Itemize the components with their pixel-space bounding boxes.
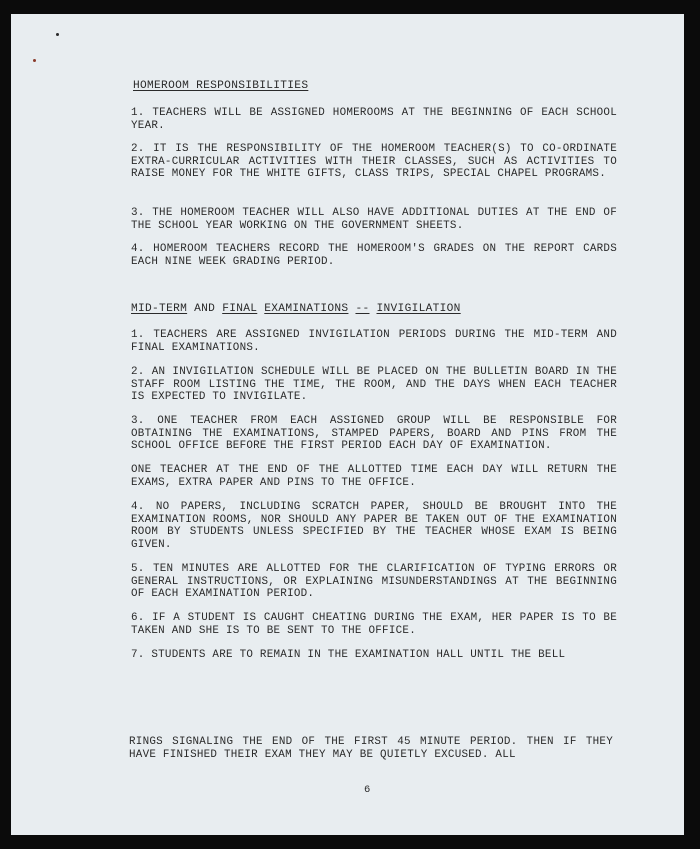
heading-word: MID-TERM — [131, 303, 188, 315]
exam-item-3: 3. ONE TEACHER FROM EACH ASSIGNED GROUP WILL BE RESPONSIBLE FOR OBTAINING THE EXAMINATIONS, STAMPED PAPERS, BOARD AND PINS FROM THE SCHOOL OFFICE BEFORE THE FIRST PERIOD EACH DAY OF EXAMINATION. — [131, 415, 617, 453]
scan-speck — [56, 33, 59, 36]
section-heading-homeroom — [133, 80, 308, 93]
heading-word: INVIGILATION — [376, 303, 461, 315]
exam-item-5: 5. TEN MINUTES ARE ALLOTTED FOR THE CLARIFICATION OF TYPING ERRORS OR GENERAL INSTRUCTIONS, OR EXPLAINING MISUNDERSTANDINGS AT THE BEGINNING OF EACH EXAMINATION PERIOD. — [131, 563, 617, 601]
exam-item-7-continued: RINGS SIGNALING THE END OF THE FIRST 45 MINUTE PERIOD. THEN IF THEY HAVE FINISHED THEIR EXAM THEY MAY BE QUIETLY EXCUSED. ALL — [129, 736, 613, 761]
paper-edge-shadow — [684, 150, 689, 270]
heading-word: AND — [194, 303, 216, 315]
exam-item-4: 4. NO PAPERS, INCLUDING SCRATCH PAPER, SHOULD BE BROUGHT INTO THE EXAMINATION ROOMS, NOR SHOULD ANY PAPER BE TAKEN OUT OF THE EXAMINATION ROOM BY STUDENTS UNLESS SPECIFIED BY THE TEACHER WHOSE EXAM IS BEING GIVEN. — [131, 501, 617, 551]
homeroom-item-3: 3. THE HOMEROOM TEACHER WILL ALSO HAVE ADDITIONAL DUTIES AT THE END OF THE SCHOOL YEAR WORKING ON THE GOVERNMENT SHEETS. — [131, 207, 617, 232]
exam-item-6: 6. IF A STUDENT IS CAUGHT CHEATING DURING THE EXAM, HER PAPER IS TO BE TAKEN AND SHE IS TO BE SENT TO THE OFFICE. — [131, 612, 617, 637]
heading-word: EXAMINATIONS — [264, 303, 349, 315]
heading-word: FINAL — [222, 303, 258, 315]
exam-item-3-continued: ONE TEACHER AT THE END OF THE ALLOTTED TIME EACH DAY WILL RETURN THE EXAMS, EXTRA PAPER AND PINS TO THE OFFICE. — [131, 464, 617, 489]
exam-item-7: 7. STUDENTS ARE TO REMAIN IN THE EXAMINATION HALL UNTIL THE BELL — [131, 649, 566, 661]
homeroom-item-4: 4. HOMEROOM TEACHERS RECORD THE HOMEROOM'S GRADES ON THE REPORT CARDS EACH NINE WEEK GRADING PERIOD. — [131, 243, 617, 268]
exam-item-2: 2. AN INVIGILATION SCHEDULE WILL BE PLACED ON THE BULLETIN BOARD IN THE STAFF ROOM LISTING THE TIME, THE ROOM, AND THE DAYS WHEN EACH TEACHER IS EXPECTED TO INVIGILATE. — [131, 366, 617, 404]
homeroom-item-2: 2. IT IS THE RESPONSIBILITY OF THE HOMEROOM TEACHER(S) TO CO-ORDINATE EXTRA-CURRICULAR ACTIVITIES WITH THEIR CLASSES, SUCH AS ACTIVITIES TO RAISE MONEY FOR THE WHITE GIFTS, CLASS TRIPS, SPECIAL CHAPEL PROGRAMS. — [131, 143, 617, 181]
page-number: 6 — [364, 784, 371, 796]
heading-word: -- — [355, 303, 370, 315]
scan-speck — [33, 59, 36, 62]
homeroom-item-1: 1. TEACHERS WILL BE ASSIGNED HOMEROOMS AT THE BEGINNING OF EACH SCHOOL YEAR. — [131, 107, 617, 132]
section-heading-examinations — [131, 303, 461, 316]
exam-item-1: 1. TEACHERS ARE ASSIGNED INVIGILATION PERIODS DURING THE MID-TERM AND FINAL EXAMINATIONS. — [131, 329, 617, 354]
heading-text: HOMEROOM RESPONSIBILITIES — [133, 80, 309, 92]
